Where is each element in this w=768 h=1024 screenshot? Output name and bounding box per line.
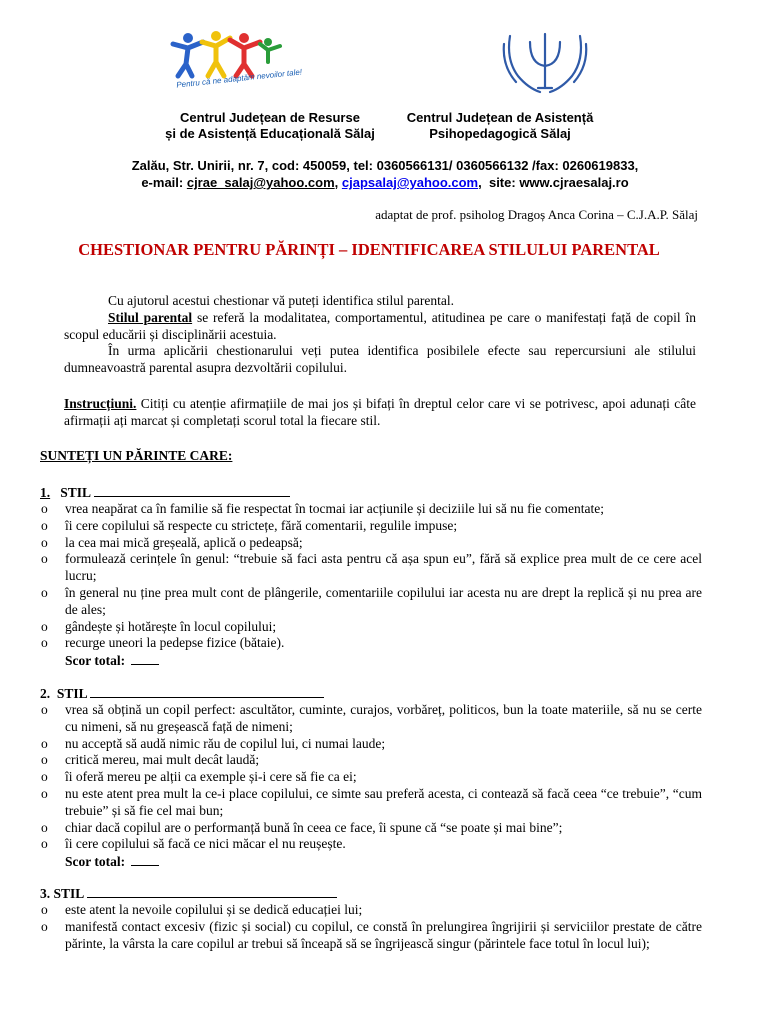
- email-prefix: e-mail:: [141, 175, 187, 190]
- cjrae-logo: [168, 30, 303, 90]
- logo-slogan: Pentru că ne adaptăm nevoilor tale!: [175, 67, 303, 90]
- list-item[interactable]: o gândește și hotărește în locul copilului;: [41, 618, 277, 634]
- intro-p2: Stilul parental se referă la modalitatea, comportamentul, atitudinea pe care o manifestați față de copil în scopul educării și disciplinării acestuia.: [64, 309, 696, 342]
- email-cjrae: cjrae_salaj@yahoo.com: [186, 175, 335, 190]
- document-title: CHESTIONAR PENTRU PĂRINȚI – IDENTIFICAREA STILULUI PARENTAL: [78, 240, 660, 259]
- style-2-score: Scor total:: [40, 853, 702, 870]
- style-3-title: [40, 885, 702, 902]
- style-3-block: [40, 885, 702, 952]
- term-stilul-parental: Stilul parental: [108, 309, 193, 325]
- style-1-block: [40, 484, 702, 669]
- style-3-number: 3.: [40, 886, 51, 901]
- org-right-line1: Centrul Județean de Asistență: [406, 110, 594, 125]
- section-heading: SUNTEȚI UN PĂRINTE CARE:: [40, 448, 233, 463]
- org-left-line1: Centrul Județean de Resurse: [180, 110, 360, 125]
- instructions-text: Citiți cu atenție afirmațiile de mai jos și bifați în dreptul celor care vi se potrivesc, apoi adunați câte afirmații ați marcat și completați scorul total la fiecare stil.: [64, 396, 696, 428]
- list-item[interactable]: o vrea neapărat ca în familie să fie respectat în tocmai iar acțiunile și deciziile lui să nu fie comentate;: [41, 501, 604, 516]
- psi-hands-icon: [500, 30, 590, 102]
- list-item[interactable]: o îi cere copilului să respecte cu strictețe, fără comentarii, regulile impuse;: [41, 517, 458, 533]
- list-item[interactable]: o la cea mai mică greșeală, aplică o pedeapsă;: [41, 534, 303, 550]
- style-2-list: [40, 702, 702, 853]
- address: Zalău, Str. Unirii, nr. 7, cod: 450059, tel: 0360566131/ 0360566132 /fax: 0260619833,: [131, 158, 639, 173]
- style-3-list: [40, 902, 702, 952]
- adapted-by: adaptat de prof. psiholog Dragoș Anca Corina – C.J.A.P. Sălaj: [375, 207, 698, 222]
- list-item[interactable]: o vrea să obțină un copil perfect: ascultător, cuminte, curajos, vorbăreț, politicos, bun la toate materiile, să nu se certe cu nimeni, să nu greșească față de nimeni;: [41, 702, 702, 734]
- instructions-label: Instrucțiuni.: [64, 396, 137, 411]
- list-item[interactable]: o manifestă contact excesiv (fizic și social) cu copilul, ce constă în prelungirea îngrijirii și serviciilor prestate de către părinte, la vârsta la care copilul ar trebui să înceapă să se îngrijească singur (părintele face totul în locul lui);: [41, 918, 702, 951]
- org-left-line2: și de Asistență Educațională Sălaj: [165, 126, 375, 141]
- style-1-score: Scor total:: [40, 652, 702, 669]
- style-3-name-blank[interactable]: [87, 885, 337, 898]
- instructions: [64, 396, 696, 430]
- style-3-label: STIL: [53, 886, 84, 901]
- org-left: [150, 110, 390, 142]
- style-1-list: [40, 501, 702, 652]
- style-2-number: 2.: [40, 686, 51, 701]
- list-item[interactable]: o nu acceptă să audă nimic rău de copilul lui, ci numai laude;: [41, 735, 386, 751]
- style-2-name-blank[interactable]: [90, 685, 324, 698]
- intro: [64, 293, 696, 377]
- list-item[interactable]: o îi cere copilului să facă ce nici măcar el nu reușește.: [41, 836, 346, 852]
- style-1-score-blank[interactable]: [131, 652, 159, 665]
- email-cjap-link[interactable]: cjapsalaj@yahoo.com: [341, 175, 479, 190]
- intro-p1: Cu ajutorul acestui chestionar vă puteți identifica stilul parental.: [108, 293, 455, 308]
- style-2-title: [40, 685, 702, 702]
- list-item[interactable]: o critică mereu, mai mult decât laudă;: [41, 752, 260, 768]
- list-item[interactable]: o îi oferă mereu pe alții ca exemple și-i cere să fie ca ei;: [41, 769, 357, 785]
- list-item[interactable]: o nu este atent prea mult la ce-i place copilului, ce simte sau preferă acesta, ci contează să facă ceea “ce trebuie”, “cum trebuie” și să fie cel mai bun;: [41, 785, 702, 818]
- intro-p3: În urma aplicării chestionarului veți putea identifica posibilele efecte sau repercursiuni ale stilului dumneavoastră parental asupra dezvoltării copilului.: [64, 343, 696, 376]
- style-2-block: [40, 685, 702, 870]
- site-prefix: site:: [488, 175, 520, 190]
- list-item[interactable]: o chiar dacă copilul are o performanță bună în ceea ce face, îi spune că “se poate și mai bine”;: [41, 819, 563, 835]
- cjap-logo: [500, 30, 590, 102]
- contact-info: [80, 157, 690, 191]
- list-item[interactable]: o este atent la nevoile copilului și se dedică educației lui;: [41, 902, 363, 917]
- style-2-score-blank[interactable]: [131, 853, 159, 866]
- style-1-title: [40, 484, 702, 501]
- style-1-name-blank[interactable]: [94, 484, 290, 497]
- org-right: [395, 110, 605, 142]
- style-2-label: STIL: [56, 686, 87, 701]
- site: www.cjraesalaj.ro: [519, 175, 629, 190]
- list-item[interactable]: o recurge uneori la pedepse fizice (bătaie).: [41, 635, 285, 651]
- list-item[interactable]: o în general nu ține prea mult cont de plângerile, comentariile copilului iar acesta nu are drept la replică și nu prea are de ales;: [41, 584, 702, 617]
- style-1-label: STIL: [60, 485, 91, 500]
- list-item[interactable]: o formulează cerințele în genul: “trebuie să faci asta pentru că așa spun eu”, fără să explice prea mult de ce cere acel lucru;: [41, 551, 702, 584]
- org-right-line2: Psihopedagogică Sălaj: [429, 126, 571, 141]
- contact-line: e-mail: cjrae_salaj@yahoo.com, cjapsalaj@yahoo.com, site: www.cjraesalaj.ro: [141, 175, 629, 190]
- style-1-number: 1.: [40, 485, 51, 500]
